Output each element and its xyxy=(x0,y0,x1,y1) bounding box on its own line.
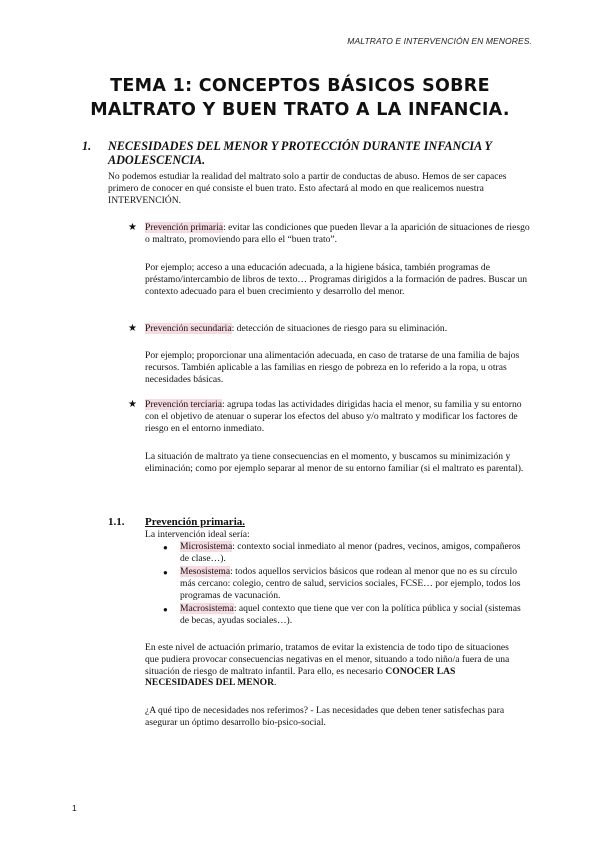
page-number: 1 xyxy=(72,803,77,813)
paragraph-1-end: . xyxy=(274,677,277,689)
section-1-1-paragraph-2: ¿A qué tipo de necesidades nos referimos? - Las necesidades que deben tener satisfechas para asegurar un óptimo desarrollo bio-psico-social. xyxy=(145,705,505,728)
section-1-title: NECESIDADES DEL MENOR Y PROTECCIÓN DURANTE INFANCIA Y ADOLESCENCIA. xyxy=(108,139,492,167)
section-1-1-number: 1.1. xyxy=(108,516,125,528)
section-1-1-paragraph-1 xyxy=(145,642,515,689)
prevention-primary-desc: : evitar las condiciones que pueden llevar a la aparición de situaciones de riesgo o maltrato, promoviendo para ello el “buen trato”. xyxy=(145,222,530,245)
prevention-secondary-desc: : detección de situaciones de riesgo para su eliminación. xyxy=(231,323,448,334)
title-line-1: TEMA 1: CONCEPTOS BÁSICOS SOBRE xyxy=(110,76,490,96)
microsistema-item xyxy=(180,541,525,565)
prevention-tertiary-item xyxy=(145,399,530,434)
section-1-1-title: Prevención primaria. xyxy=(145,516,245,528)
section-1-number: 1. xyxy=(82,139,92,153)
star-bullet-icon: ★ xyxy=(128,323,137,334)
prevention-tertiary-desc: : agrupa todas las actividades dirigidas hacia el menor, su familia y su entorno con el objetivo de atenuar o superar los efectos del abuso y/o maltrato y modificar los factores de riesgo en el entorno inmediato. xyxy=(145,399,522,434)
running-header: MALTRATO E INTERVENCIÓN EN MENORES. xyxy=(347,36,532,46)
prevention-secondary-example: Por ejemplo; proporcionar una alimentación adecuada, en caso de tratarse de una familia de bajos recursos. También aplicable a las familias en riesgo de pobreza en lo referido a la ropa, u otras necesidades básicas. xyxy=(145,350,520,385)
paragraph-1-bold: CONOCER LAS NECESIDADES DEL MENOR xyxy=(145,665,456,689)
title-line-2: MALTRATO Y BUEN TRATO A LA INFANCIA. xyxy=(90,100,510,120)
prevention-primary-term: Prevención primaria xyxy=(145,222,224,233)
microsistema-term: Microsistema xyxy=(180,541,233,552)
macrosistema-desc: : aquel contexto que tiene que ver con la política pública y social (sistemas de becas, ayudas sociales…). xyxy=(180,603,521,626)
star-bullet-icon: ★ xyxy=(128,399,137,410)
macrosistema-term: Macrosistema xyxy=(180,603,234,614)
prevention-tertiary-example: La situación de maltrato ya tiene consecuencias en el momento, y buscamos su minimización y eliminación; como por ejemplo separar al menor de su entorno familiar (si el maltrato es parental). xyxy=(145,451,524,474)
prevention-secondary-term: Prevención secundaria xyxy=(145,323,232,334)
mesosistema-desc: : todos aquellos servicios básicos que rodean al menor que no es su círculo más cercano: colegio, centro de salud, servicios sociales, FCSE… por ejemplo, todos los programas de vacunación. xyxy=(180,566,521,601)
bullet-dot-icon: ● xyxy=(163,543,168,552)
page-title xyxy=(0,74,600,122)
mesosistema-term: Mesosistema xyxy=(180,566,231,577)
paragraph-1-text: En este nivel de actuación primario, tratamos de evitar la existencia de todo tipo de situaciones que pudiera provocar consecuencias negativas en el menor, situando a todo niño/a fuera de una situación de riesgo de maltrato infantil. Para ello, es necesario xyxy=(145,642,510,677)
microsistema-desc: : contexto social inmediato al menor (padres, vecinos, amigos, compañeros de clase…). xyxy=(180,541,521,564)
bullet-dot-icon: ● xyxy=(163,605,168,614)
prevention-tertiary-term: Prevención terciaria xyxy=(145,399,222,410)
section-1-1-intro: La intervención ideal sería: xyxy=(145,529,250,540)
star-bullet-icon: ★ xyxy=(128,222,137,233)
bullet-dot-icon: ● xyxy=(163,568,168,577)
section-1-intro: No podemos estudiar la realidad del maltrato solo a partir de conductas de abuso. Hemos de ser capaces primero de conocer en qué consiste el buen trato. Esto afectará al modo en que realicemos nuestra INTERVENCIÓN. xyxy=(108,171,507,206)
prevention-primary-example: Por ejemplo; acceso a una educación adecuada, a la higiene básica, también programas de préstamo/intercambio de libros de texto… Programas dirigidos a la formación de padres. Buscar un contexto adecuado para el buen crecimiento y desarrollo del menor. xyxy=(145,262,528,297)
prevention-secondary-item xyxy=(145,323,530,335)
mesosistema-item xyxy=(180,566,525,601)
prevention-primary-item xyxy=(145,222,530,246)
macrosistema-item xyxy=(180,603,525,627)
